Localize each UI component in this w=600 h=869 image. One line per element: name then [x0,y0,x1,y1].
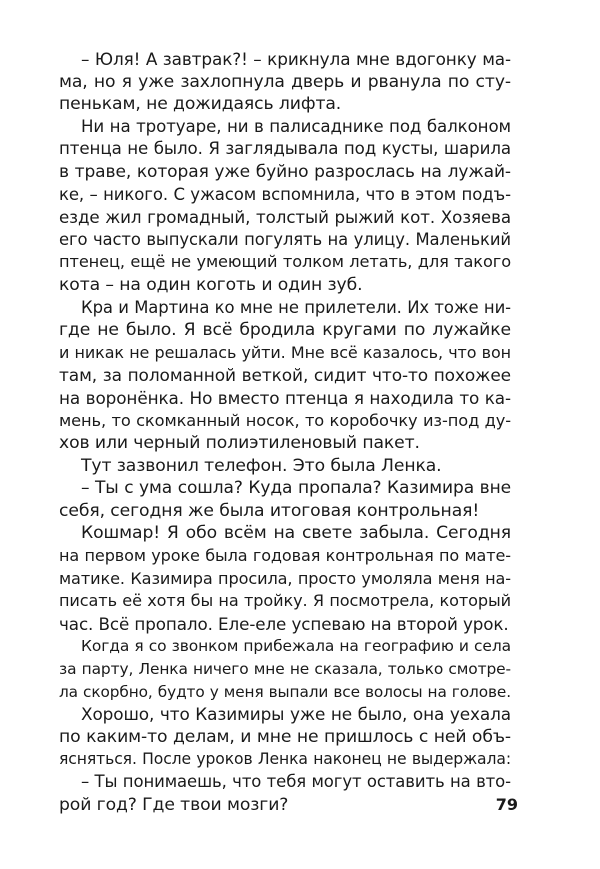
text-line: за парту, Ленка ничего мне не сказала, только смотре- [59,660,511,679]
text-line: – Ты понимаешь, что тебя могут оставить на вто- [81,772,511,791]
text-line: птенца не было. Я заглядывала под кусты, шарила [59,139,511,159]
text-line: Тут зазвонил телефон. Это была Ленка. [81,455,442,476]
text-line: там, за поломанной веткой, сидит что-то похожее [59,365,511,386]
text-line: писать её хотя бы на тройку. Я посмотрела, который [59,591,511,611]
text-line: езде жил громадный, толстый рыжий кот. Хозяева [59,207,511,228]
text-line: – Ты с ума сошла? Куда пропала? Казимира вне [81,478,511,499]
text-line: и никак не решалась уйти. Мне всё казалось, что вон [59,342,511,362]
text-line: мень, то скомканный носок, то коробочку из-под ду- [59,410,511,430]
text-line: в траве, которая уже буйно разрослась на лужай- [59,161,511,182]
text-line: Кра и Мартина ко мне не прилетели. Их тоже ни- [81,297,511,317]
text-line: кота – на один коготь и один зуб. [59,274,363,295]
text-line: Хорошо, что Казимиры уже не было, она уехала [81,704,511,725]
text-line: ясняться. После уроков Ленка наконец не выдержала: [59,750,511,769]
text-line: по каким-то делам, и мне не пришлось с ней объ- [59,726,511,747]
text-line: – Юля! А завтрак?! – крикнула мне вдогонку ма- [81,49,511,69]
text-line: ма, но я уже захлопнула дверь и рванула по сту- [59,71,511,92]
text-line: Ни на тротуаре, ни в палисаднике под балконом [81,116,511,136]
text-line: Кошмар! Я обо всём на свете забыла. Сегодня [81,523,511,544]
text-line: ла скорбно, будто у меня выпали все волосы на голове. [59,682,511,701]
text-line: пенькам, не дожидаясь лифта. [59,94,342,115]
text-line: себя, сегодня же была итоговая контрольная! [59,500,480,521]
page-number: 79 [495,795,518,814]
text-line: на воронёнка. Но вместо птенца я находила то ка- [59,387,511,408]
text-line: час. Всё пропало. Еле-еле успеваю на второй урок. [59,613,509,634]
text-line: его часто выпускали погулять на улицу. Маленький [59,229,511,249]
text-line: хов или черный полиэтиленовый пакет. [59,433,420,454]
text-line: матике. Казимира просила, просто умоляла меня на- [59,568,511,588]
text-line: ке, – никого. С ужасом вспомнила, что в этом подъ- [59,184,511,204]
text-line: где не было. Я всё бродила кругами по лужайке [59,320,511,341]
text-line: птенец, ещё не умеющий толком летать, для такого [59,252,511,272]
text-line: Когда я со звонком прибежала на географию и села [81,637,511,656]
body-text [59,48,511,816]
text-line: на первом уроке была годовая контрольная по мате- [59,546,511,566]
text-line: рой год? Где твои мозги? [59,794,289,815]
